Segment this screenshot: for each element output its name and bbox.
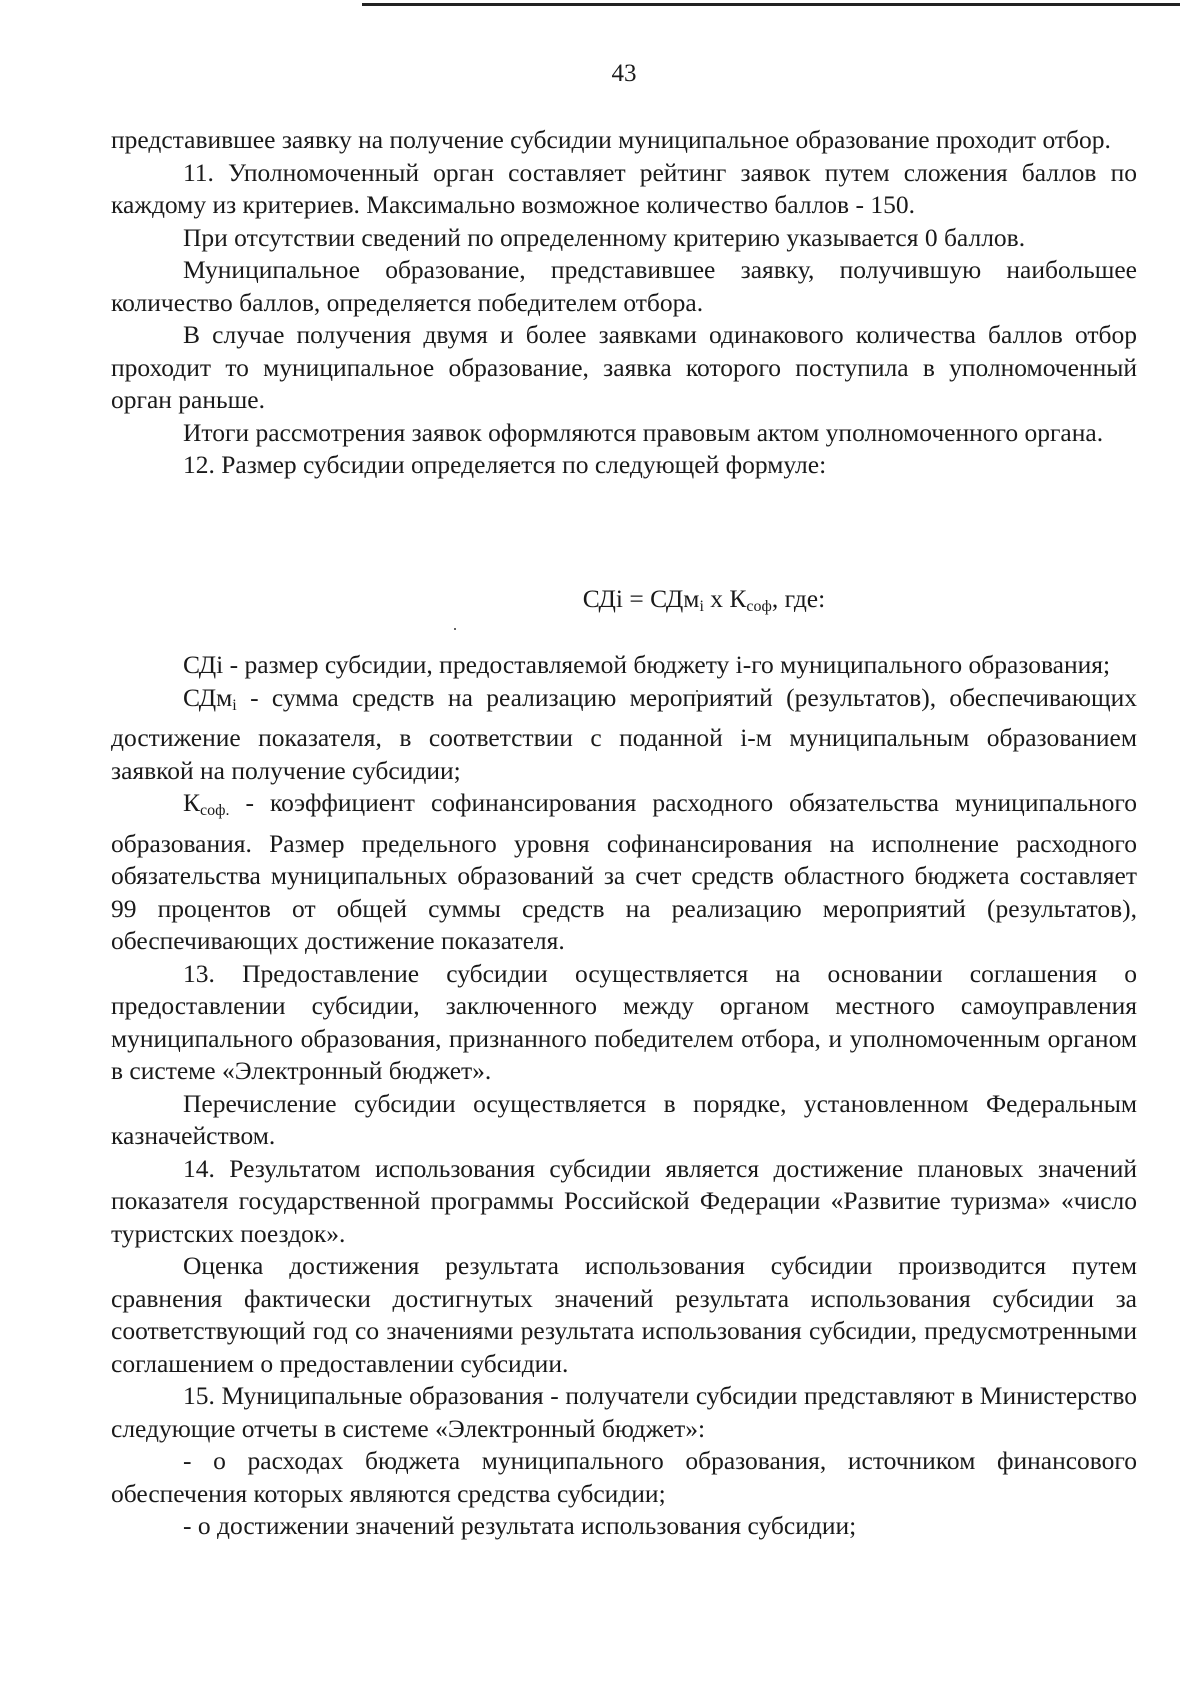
formula-term2-sub: соф: [746, 598, 772, 615]
definition-sdi-term: СДi: [183, 650, 224, 679]
formula-times: x: [703, 584, 730, 613]
subsidy-formula: [111, 583, 1137, 624]
definition-sdm: [111, 682, 1137, 788]
formula-term1-sub: i: [699, 598, 704, 615]
formula-tail: , где:: [771, 584, 826, 613]
definition-ksof-sub: соф.: [200, 802, 230, 819]
document-body-top: [111, 124, 1137, 482]
paragraph-evaluation: Оценка достижения результата использования субсидии производится путем сравнения фактически достигнутых значений результата использования субсидии за соответствующий год со значениями результата использования субсидии, предусмотренными соглашением о предоставлении субсидии.: [111, 1251, 1137, 1378]
formula-block: [111, 583, 1137, 624]
paragraph-continuation: представившее заявку на получение субсидии муниципальное образование проходит отбор.: [111, 125, 1111, 154]
report-item-expenses: - о расходах бюджета муниципального образования, источником финансового обеспечения которых являются средства субсидии;: [111, 1446, 1137, 1508]
scan-artifact: [454, 628, 456, 630]
formula-lhs: СДi: [582, 584, 624, 613]
paragraph-winner: Муниципальное образование, представившее заявку, получившую наибольшее количество баллов, определяется победителем отбора.: [111, 255, 1137, 317]
definition-sdi: [111, 649, 1137, 682]
definition-ksof-text: - коэффициент софинансирования расходного обязательства муниципального образования. Размер предельного уровня софинансирования на исполнение расходного обязательства муниципальных образований за счет средств областного бюджета составляет 99 процентов от общей суммы средств на реализацию мероприятий (результатов), обеспечивающих достижение показателя.: [111, 788, 1137, 955]
paragraph-no-data: При отсутствии сведений по определенному критерию указывается 0 баллов.: [183, 222, 1026, 252]
page-number: 43: [611, 60, 637, 87]
definition-sdi-text: - размер субсидии, предоставляемой бюджету i-го муниципального образования;: [223, 650, 1111, 679]
paragraph-results: Итоги рассмотрения заявок оформляются правовым актом уполномоченного органа.: [183, 417, 1104, 447]
formula-term2: К: [729, 584, 747, 613]
definition-sdm-term: СДм: [183, 682, 233, 712]
report-item-results: - о достижении значений результата использования субсидии;: [183, 1511, 857, 1540]
paragraph-15: 15. Муниципальные образования - получатели субсидии представляют в Министерство следующие отчеты в системе «Электронный бюджет»:: [111, 1381, 1137, 1443]
paragraph-13: 13. Предоставление субсидии осуществляется на основании соглашения о предоставлении субсидии, заключенного между органом местного самоуправления муниципального образования, признанного победителем отбора, и уполномоченным органом в системе «Электронный бюджет».: [111, 958, 1137, 1085]
definition-sdm-text: - сумма средств на реализацию мероприятий (результатов), обеспечивающих достижение показателя, в соответствии с поданной i-м муниципальным образованием заявкой на получение субсидии;: [111, 682, 1137, 785]
definitions-block: [111, 649, 1137, 1543]
definition-ksof: [111, 787, 1137, 958]
paragraph-transfer: Перечисление субсидии осуществляется в порядке, установленном Федеральным казначейством.: [111, 1088, 1137, 1150]
paragraph-12: 12. Размер субсидии определяется по следующей формуле:: [183, 450, 827, 479]
paragraph-11: 11. Уполномоченный орган составляет рейтинг заявок путем сложения баллов по каждому из критериев. Максимально возможное количество баллов - 150.: [111, 157, 1137, 219]
top-border-line: [362, 3, 1180, 6]
formula-eq: =: [623, 584, 651, 613]
definition-ksof-term: К: [183, 788, 201, 817]
paragraph-tie: В случае получения двумя и более заявками одинакового количества баллов отбор проходит то муниципальное образование, заявка которого поступила в уполномоченный орган раньше.: [111, 320, 1137, 414]
formula-term1: СДм: [650, 584, 700, 613]
definition-sdm-sub: i: [232, 696, 237, 714]
paragraph-14: 14. Результатом использования субсидии является достижение плановых значений показателя государственной программы Российской Федерации «Развитие туризма» «число туристских поездок».: [111, 1153, 1137, 1248]
